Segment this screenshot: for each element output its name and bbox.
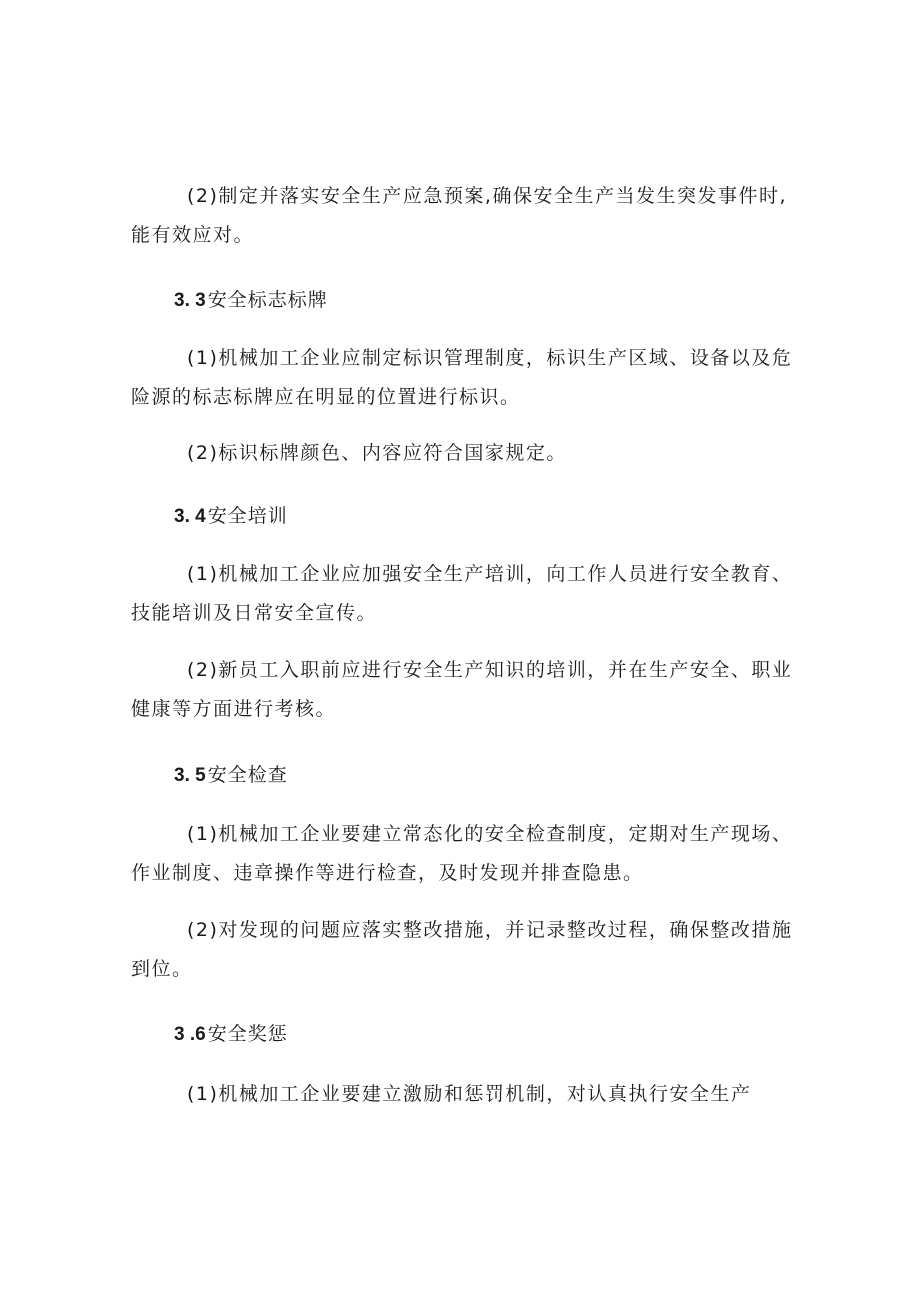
section-title: 安全标志标牌 xyxy=(207,289,328,311)
paragraph-2-line-2: 能有效应对。 xyxy=(131,224,255,246)
paragraph-2-line-1: (2)制定并落实安全生产应急预案,确保安全生产当发生突发事件时, xyxy=(187,185,787,207)
section-number: 3. 3 xyxy=(174,290,206,311)
section-number: 3 .6 xyxy=(174,1024,206,1045)
paragraph-2-line-1: (2)新员工入职前应进行安全生产知识的培训，并在生产安全、职业 xyxy=(187,659,793,681)
paragraph-1-line-2: 技能培训及日常安全宣传。 xyxy=(131,602,378,624)
paragraph-2-line-1: (2)标识标牌颜色、内容应符合国家规定。 xyxy=(187,442,567,464)
paragraph-2-line-2: 到位。 xyxy=(131,958,193,980)
paragraph-2-line-2: 健康等方面进行考核。 xyxy=(131,698,337,720)
section-number: 3. 4 xyxy=(174,506,206,527)
section-heading-3-5 xyxy=(174,763,288,788)
paragraph-1-line-1: (1)机械加工企业要建立激励和惩罚机制，对认真执行安全生产 xyxy=(187,1083,752,1105)
section-title: 安全检查 xyxy=(207,764,288,786)
section-heading-3-3 xyxy=(174,288,328,313)
section-heading-3-4 xyxy=(174,504,288,529)
section-title: 安全奖惩 xyxy=(207,1023,288,1045)
paragraph-1-line-1: (1)机械加工企业应制定标识管理制度，标识生产区域、设备以及危 xyxy=(187,347,793,369)
paragraph-2-line-1: (2)对发现的问题应落实整改措施，并记录整改过程，确保整改措施 xyxy=(187,919,793,941)
paragraph-1-line-1: (1)机械加工企业应加强安全生产培训，向工作人员进行安全教育、 xyxy=(187,563,793,585)
section-title: 安全培训 xyxy=(207,505,288,527)
section-number: 3. 5 xyxy=(174,765,206,786)
paragraph-1-line-2: 险源的标志标牌应在明显的位置进行标识。 xyxy=(131,386,521,408)
paragraph-1-line-1: (1)机械加工企业要建立常态化的安全检查制度，定期对生产现场、 xyxy=(187,823,793,845)
section-heading-3-6 xyxy=(174,1022,288,1047)
paragraph-1-line-2: 作业制度、违章操作等进行检查，及时发现并排查隐患。 xyxy=(131,862,644,884)
